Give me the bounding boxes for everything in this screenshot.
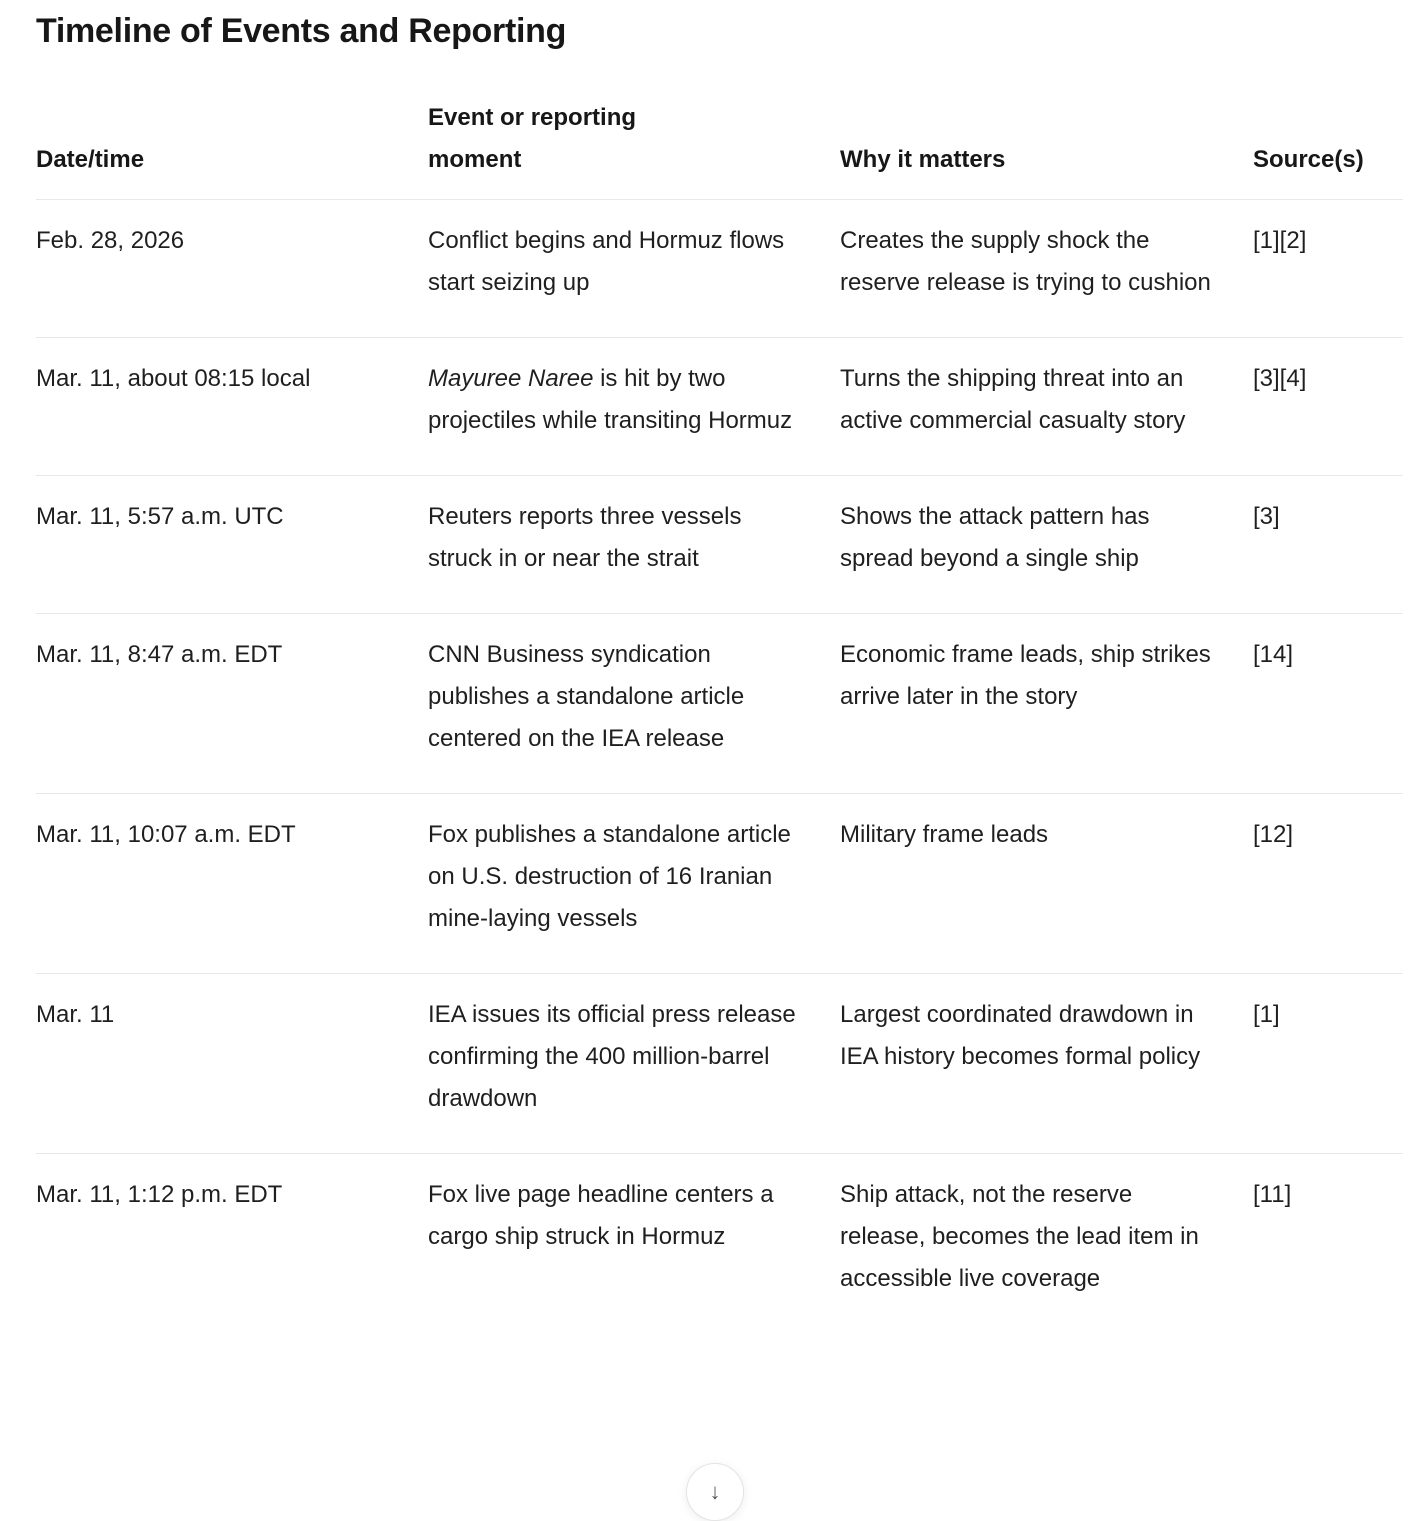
header-why: Why it matters [840, 97, 1253, 200]
header-date: Date/time [36, 97, 428, 200]
cell-date-text: Mar. 11, about 08:15 local [36, 365, 311, 392]
cell-event-text: Conflict begins and Hormuz flows start seizing up [428, 227, 785, 296]
cell-sources [1253, 476, 1403, 614]
cell-sources-text: [3] [1253, 503, 1280, 530]
cell-date [36, 974, 428, 1154]
cell-sources [1253, 200, 1403, 338]
cell-why [840, 200, 1253, 338]
cell-date [36, 614, 428, 794]
cell-date-text: Mar. 11, 10:07 a.m. EDT [36, 821, 296, 848]
cell-why-text: Largest coordinated drawdown in IEA history becomes formal policy [840, 1001, 1201, 1070]
table-row [36, 200, 1403, 338]
cell-date-text: Feb. 28, 2026 [36, 227, 185, 254]
cell-event [428, 794, 840, 974]
cell-date [36, 794, 428, 974]
cell-event-text: is hit by two projectiles while transiting Hormuz [428, 365, 793, 434]
cell-date [36, 338, 428, 476]
cell-why [840, 338, 1253, 476]
table-row [36, 614, 1403, 794]
cell-sources [1253, 1154, 1403, 1334]
cell-sources [1253, 338, 1403, 476]
cell-why [840, 1154, 1253, 1334]
cell-event-text: IEA issues its official press release confirming the 400 million-barrel drawdown [428, 1001, 796, 1112]
timeline-table-body [36, 200, 1403, 1334]
table-row [36, 974, 1403, 1154]
cell-why-text: Creates the supply shock the reserve release is trying to cushion [840, 227, 1211, 296]
cell-event-text: Reuters reports three vessels struck in or near the strait [428, 503, 742, 572]
header-row [36, 97, 1403, 200]
cell-why-text: Economic frame leads, ship strikes arrive later in the story [840, 641, 1211, 710]
cell-date [36, 200, 428, 338]
cell-why [840, 974, 1253, 1154]
cell-sources [1253, 974, 1403, 1154]
timeline-table-header [36, 97, 1403, 200]
cell-event [428, 974, 840, 1154]
cell-why-text: Turns the shipping threat into an active commercial casualty story [840, 365, 1186, 434]
cell-why [840, 794, 1253, 974]
cell-date-text: Mar. 11, 5:57 a.m. UTC [36, 503, 284, 530]
cell-sources-text: [1] [1253, 1001, 1280, 1028]
cell-event [428, 1154, 840, 1334]
cell-event-text: Fox live page headline centers a cargo ship struck in Hormuz [428, 1181, 774, 1250]
cell-sources-text: [3][4] [1253, 365, 1307, 392]
cell-date-text: Mar. 11, 8:47 a.m. EDT [36, 641, 283, 668]
table-row [36, 476, 1403, 614]
cell-sources [1253, 794, 1403, 974]
cell-sources-text: [1][2] [1253, 227, 1307, 254]
cell-why-text: Ship attack, not the reserve release, becomes the lead item in accessible live coverage [840, 1181, 1199, 1292]
cell-sources-text: [11] [1253, 1181, 1292, 1208]
cell-date [36, 1154, 428, 1334]
header-sources: Source(s) [1253, 97, 1403, 200]
table-row [36, 794, 1403, 974]
chevron-down-icon: ↓ [709, 1479, 721, 1504]
cell-event [428, 200, 840, 338]
cell-why [840, 476, 1253, 614]
cell-why [840, 614, 1253, 794]
cell-event-text: Mayuree Naree [428, 365, 594, 392]
cell-date-text: Mar. 11, 1:12 p.m. EDT [36, 1181, 283, 1208]
table-row [36, 1154, 1403, 1334]
page-title: Timeline of Events and Reporting [36, 12, 567, 50]
cell-event [428, 476, 840, 614]
timeline-table [36, 97, 1403, 1333]
cell-why-text: Military frame leads [840, 821, 1049, 848]
cell-why-text: Shows the attack pattern has spread beyond a single ship [840, 503, 1150, 572]
cell-event [428, 614, 840, 794]
header-event: Event or reporting moment [428, 97, 840, 200]
cell-sources [1253, 614, 1403, 794]
table-row [36, 338, 1403, 476]
cell-event-text: CNN Business syndication publishes a standalone article centered on the IEA release [428, 641, 745, 752]
scroll-to-bottom-button[interactable] [686, 1463, 744, 1521]
cell-date-text: Mar. 11 [36, 1001, 115, 1028]
cell-event [428, 338, 840, 476]
cell-date [36, 476, 428, 614]
cell-sources-text: [14] [1253, 641, 1294, 668]
cell-event-text: Fox publishes a standalone article on U.S. destruction of 16 Iranian mine-laying vessels [428, 821, 791, 932]
cell-sources-text: [12] [1253, 821, 1294, 848]
